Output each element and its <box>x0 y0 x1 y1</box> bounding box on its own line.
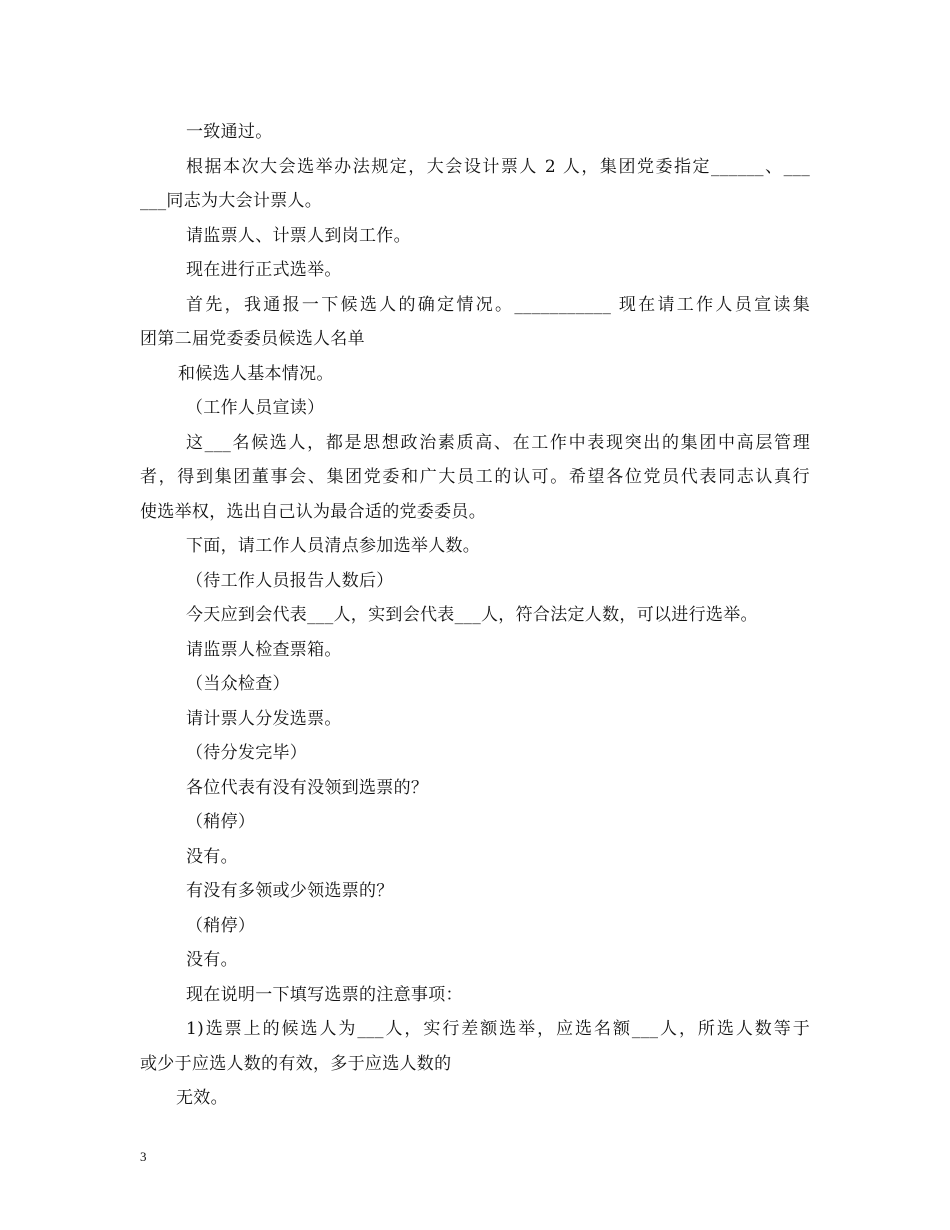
text-line: 一致通过。 <box>186 122 273 142</box>
text-line: （待分发完毕） <box>186 743 308 763</box>
text-line: 没有。 <box>186 950 238 970</box>
text-line: ___同志为大会计票人。 <box>140 191 323 211</box>
text-line: 和候选人基本情况。 <box>178 364 334 384</box>
text-line: 下面，请工作人员清点参加选举人数。 <box>186 536 481 556</box>
text-line: （工作人员宣读） <box>186 398 325 418</box>
text-line: 现在说明一下填写选票的注意事项： <box>186 985 463 1005</box>
text-line: 现在进行正式选举。 <box>186 260 342 280</box>
text-line: 各位代表有没有没领到选票的？ <box>186 778 429 798</box>
text-line: 根据本次大会选举办法规定，大会设计票人 2 人，集团党委指定______、___ <box>186 157 810 177</box>
page-number: 3 <box>140 1149 147 1164</box>
text-line: （稍停） <box>186 916 256 936</box>
text-line: 请监票人、计票人到岗工作。 <box>186 226 411 246</box>
text-line: （当众检查） <box>186 674 290 694</box>
text-line: 首先，我通报一下候选人的确定情况。___________ 现在请工作人员宣读集 <box>186 295 810 315</box>
text-line: 请监票人检查票箱。 <box>186 640 342 660</box>
text-line: 今天应到会代表___人，实到会代表___人，符合法定人数，可以进行选举。 <box>186 605 758 625</box>
text-line: 没有。 <box>186 847 238 867</box>
text-line: 请计票人分发选票。 <box>186 709 342 729</box>
text-line: 无效。 <box>176 1088 228 1108</box>
text-line: 团第二届党委委员候选人名单 <box>140 329 365 349</box>
text-line: 有没有多领或少领选票的？ <box>186 881 394 901</box>
text-line: 这___名候选人，都是思想政治素质高、在工作中表现突出的集团中高层管理 <box>186 433 810 453</box>
text-line: （稍停） <box>186 812 256 832</box>
text-line: 者，得到集团董事会、集团党委和广大员工的认可。希望各位党员代表同志认真行 <box>140 467 810 487</box>
text-line: （待工作人员报告人数后） <box>186 571 394 591</box>
text-line: 或少于应选人数的有效，多于应选人数的 <box>140 1054 452 1074</box>
text-line: 使选举权，选出自己认为最合适的党委委员。 <box>140 502 486 522</box>
text-line: 1)选票上的候选人为___人，实行差额选举，应选名额___人，所选人数等于 <box>186 1019 810 1039</box>
